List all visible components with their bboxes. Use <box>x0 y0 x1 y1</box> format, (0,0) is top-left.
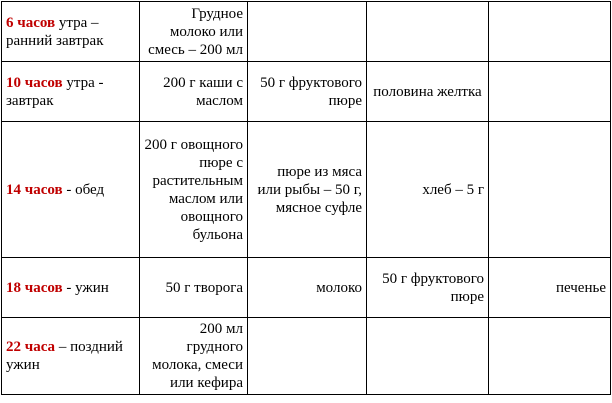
food-cell: 200 г каши с маслом <box>140 62 248 122</box>
meal-time-hour: 10 часов <box>6 74 63 91</box>
table-row <box>2 62 611 122</box>
food-cell: половина желтка <box>367 62 489 122</box>
food-cell: пюре из мяса или рыбы – 50 г, мясное суфле <box>248 122 367 258</box>
meal-time-cell <box>2 62 140 122</box>
food-cell <box>489 62 611 122</box>
food-cell: молоко <box>248 258 367 318</box>
food-cell: 200 мл грудного молока, смеси или кефира <box>140 318 248 395</box>
meal-time-hour: 22 часа <box>6 339 56 355</box>
food-cell <box>489 2 611 62</box>
table-row <box>2 258 611 318</box>
meal-time-cell <box>2 122 140 258</box>
food-cell: 50 г фруктового пюре <box>248 62 367 122</box>
table-row <box>2 318 611 395</box>
feeding-schedule-table <box>1 1 611 395</box>
table-row <box>2 2 611 62</box>
meal-time-hour: 6 часов <box>6 14 56 31</box>
food-cell <box>489 318 611 395</box>
meal-time-label: – поздний ужин <box>6 339 123 373</box>
food-cell <box>367 318 489 395</box>
food-cell: печенье <box>489 258 611 318</box>
meal-time-hour: 18 часов <box>6 279 63 296</box>
meal-time-cell <box>2 318 140 395</box>
food-cell: 200 г овощного пюре с растительным маслом или овощного бульона <box>140 122 248 258</box>
meal-time-cell <box>2 2 140 62</box>
meal-time-cell <box>2 258 140 318</box>
meal-time-label: - обед <box>62 181 105 198</box>
food-cell: 50 г фруктового пюре <box>367 258 489 318</box>
meal-time-hour: 14 часов <box>6 181 63 198</box>
food-cell: Грудное молоко или смесь – 200 мл <box>140 2 248 62</box>
food-cell: хлеб – 5 г <box>367 122 489 258</box>
food-cell <box>367 2 489 62</box>
table-row <box>2 122 611 258</box>
meal-time-label: утра - завтрак <box>6 74 104 109</box>
meal-time-label: утра – ранний завтрак <box>6 14 104 49</box>
meal-time-label: - ужин <box>62 279 109 296</box>
food-cell <box>489 122 611 258</box>
food-cell <box>248 318 367 395</box>
food-cell: 50 г творога <box>140 258 248 318</box>
food-cell <box>248 2 367 62</box>
